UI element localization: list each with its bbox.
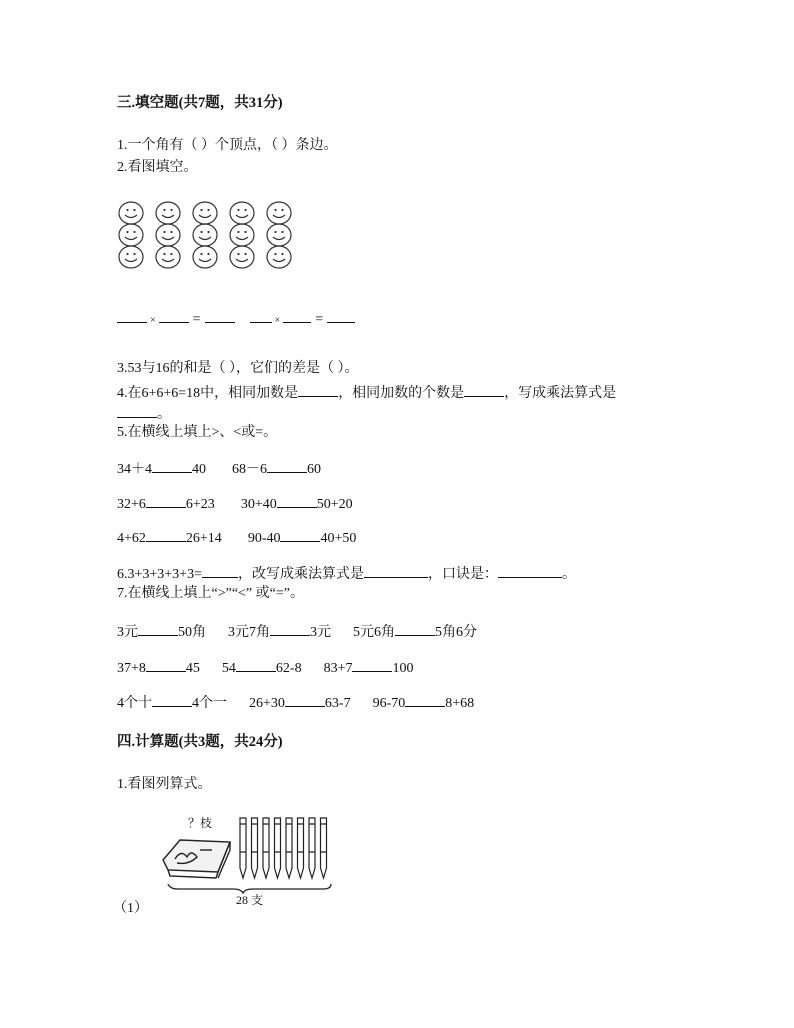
right-expression: 62-8 <box>275 661 302 676</box>
smiley-row <box>118 223 292 245</box>
smiley-face-icon <box>266 223 292 245</box>
sub-question-1-label: （1） <box>113 901 148 916</box>
smiley-face-icon <box>155 245 181 267</box>
answer-blank[interactable] <box>250 309 272 323</box>
question-4-text: 4.在6+6+6=18中，相同加数是 <box>117 386 299 401</box>
question-6 <box>117 564 576 584</box>
pencil <box>298 818 304 878</box>
left-expression: 37+8 <box>117 661 146 676</box>
comparison-item <box>353 622 477 642</box>
answer-blank[interactable] <box>364 564 428 578</box>
answer-blank[interactable] <box>395 622 435 636</box>
question-4 <box>117 383 616 403</box>
pencil <box>321 818 327 878</box>
question-1: 1.一个角有（ ）个顶点，（ ）条边。 <box>117 138 338 153</box>
comparison-row <box>117 459 321 479</box>
answer-blank[interactable] <box>117 404 157 418</box>
answer-blank[interactable] <box>270 622 310 636</box>
pencil-box-illustration <box>160 812 332 908</box>
unknown-count-label: ？枝 <box>188 816 213 830</box>
smiley-face-icon <box>118 223 144 245</box>
total-count-label: 28 支 <box>236 893 264 907</box>
smiley-face-icon <box>266 201 292 223</box>
right-expression: 45 <box>185 661 200 676</box>
question-6-text: ，口诀是： <box>427 567 498 582</box>
question-4-text: ，相同加数的个数是 <box>338 386 465 401</box>
answer-blank[interactable] <box>498 564 562 578</box>
left-expression: 26+30 <box>249 696 285 711</box>
smiley-face-icon <box>118 201 144 223</box>
smiley-row <box>118 245 292 267</box>
right-expression: 60 <box>307 462 321 477</box>
right-expression: 6+23 <box>185 497 215 512</box>
comparison-row <box>117 622 477 642</box>
pencils <box>240 818 327 878</box>
answer-blank[interactable] <box>327 309 355 323</box>
comparison-item <box>241 494 353 514</box>
comparison-row <box>117 494 353 514</box>
left-expression: 90-40 <box>247 531 281 546</box>
left-expression: 54 <box>221 661 236 676</box>
comparison-item <box>117 494 215 514</box>
right-expression: 26+14 <box>185 531 222 546</box>
smiley-face-icon <box>118 245 144 267</box>
question-2: 2.看图填空。 <box>117 160 198 175</box>
left-expression: 68－6 <box>232 462 267 477</box>
left-expression: 3元 <box>117 625 138 640</box>
answer-blank[interactable] <box>236 658 276 672</box>
right-expression: 50+20 <box>316 497 353 512</box>
answer-blank[interactable] <box>205 309 235 323</box>
comparison-item <box>117 528 222 548</box>
comparison-item <box>117 693 227 713</box>
left-expression: 4+62 <box>117 531 146 546</box>
answer-blank[interactable] <box>283 309 311 323</box>
pencil <box>286 818 292 878</box>
answer-blank[interactable] <box>152 693 192 707</box>
equals-sign: = <box>315 312 324 327</box>
comparison-item <box>117 622 206 642</box>
pencil <box>240 818 246 878</box>
answer-blank[interactable] <box>159 309 189 323</box>
comparison-item <box>222 658 302 678</box>
smiley-row <box>118 201 292 223</box>
left-expression: 4个十 <box>117 696 152 711</box>
comparison-item <box>117 658 200 678</box>
comparison-item <box>117 459 206 479</box>
pencil <box>309 818 315 878</box>
left-expression: 5元6角 <box>353 625 395 640</box>
answer-blank[interactable] <box>152 459 192 473</box>
section-4-title: 四.计算题(共3题，共24分) <box>117 734 283 750</box>
answer-blank[interactable] <box>298 383 338 397</box>
times-sign: × <box>274 315 281 326</box>
section-4-question-1: 1.看图列算式。 <box>117 777 212 792</box>
answer-blank[interactable] <box>146 658 186 672</box>
question-4-text: ，写成乘法算式是 <box>504 386 617 401</box>
answer-blank[interactable] <box>280 528 320 542</box>
pencil <box>252 818 258 878</box>
smiley-face-icon <box>192 245 218 267</box>
left-expression: 96-70 <box>372 696 406 711</box>
comparison-row <box>117 528 356 548</box>
comparison-item <box>249 693 351 713</box>
section-3-title: 三.填空题(共7题，共31分) <box>117 95 283 111</box>
answer-blank[interactable] <box>464 383 504 397</box>
right-expression: 5角6分 <box>435 625 477 640</box>
left-expression: 32+6 <box>117 497 146 512</box>
comparison-item <box>228 622 331 642</box>
answer-blank[interactable] <box>202 564 238 578</box>
question-6-text: ，改写成乘法算式是 <box>237 567 364 582</box>
smiley-face-icon <box>192 201 218 223</box>
answer-blank[interactable] <box>277 494 317 508</box>
answer-blank[interactable] <box>405 693 445 707</box>
period: 。 <box>157 407 171 422</box>
right-expression: 40 <box>192 462 206 477</box>
equals-sign: = <box>192 312 201 327</box>
answer-blank[interactable] <box>146 528 186 542</box>
right-expression: 3元 <box>310 625 331 640</box>
question-2-answer-blanks <box>117 309 355 330</box>
left-expression: 3元7角 <box>228 625 270 640</box>
smiley-face-icon <box>229 223 255 245</box>
smiley-face-icon <box>155 201 181 223</box>
pencil <box>275 818 281 878</box>
question-3: 3.53与16的和是（ ），它们的差是（ ）。 <box>117 361 359 376</box>
pencil <box>263 818 269 878</box>
answer-blank[interactable] <box>146 494 186 508</box>
smiley-face-icon <box>229 201 255 223</box>
comparison-row <box>117 658 413 678</box>
question-4-continued <box>117 404 171 424</box>
smiley-grid <box>118 201 292 267</box>
left-expression: 34＋4 <box>117 462 152 477</box>
smiley-face-icon <box>266 245 292 267</box>
answer-blank[interactable] <box>138 622 178 636</box>
left-expression: 83+7 <box>323 661 353 676</box>
answer-blank[interactable] <box>285 693 325 707</box>
smiley-face-icon <box>229 245 255 267</box>
right-expression: 8+68 <box>445 696 475 711</box>
right-expression: 4个一 <box>192 696 227 711</box>
answer-blank[interactable] <box>352 658 392 672</box>
comparison-item <box>324 658 414 678</box>
question-6-text: 6.3+3+3+3+3= <box>117 567 202 582</box>
right-expression: 40+50 <box>320 531 357 546</box>
times-sign: × <box>150 315 156 326</box>
left-expression: 30+40 <box>240 497 277 512</box>
right-expression: 100 <box>392 661 414 676</box>
comparison-item <box>248 528 357 548</box>
answer-blank[interactable] <box>267 459 307 473</box>
period: 。 <box>561 567 576 582</box>
comparison-row <box>117 693 474 713</box>
answer-blank[interactable] <box>117 309 147 323</box>
question-5: 5.在横线上填上>、<或=。 <box>117 425 278 440</box>
right-expression: 63-7 <box>324 696 351 711</box>
comparison-item <box>373 693 475 713</box>
comparison-item <box>232 459 321 479</box>
right-expression: 50角 <box>178 625 206 640</box>
question-7: 7.在横线上填上“>”“<” 或“=”。 <box>117 586 304 601</box>
smiley-face-icon <box>155 223 181 245</box>
smiley-face-icon <box>192 223 218 245</box>
